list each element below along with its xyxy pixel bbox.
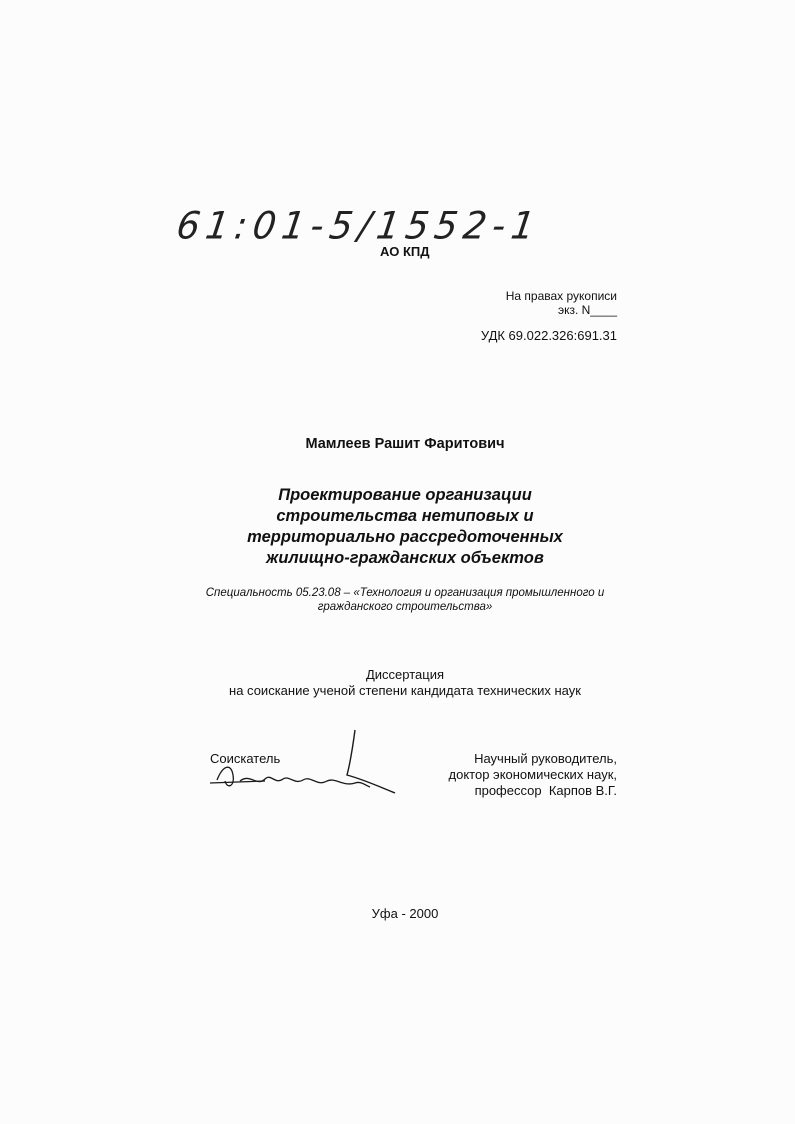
degree-line: на соискание ученой степени кандидата технических наук — [229, 683, 581, 698]
advisor-role: Научный руководитель, — [474, 751, 617, 766]
title-line: Проектирование организации — [278, 486, 532, 504]
author-name: Мамлеев Рашит Фаритович — [305, 436, 505, 452]
dissertation-label: Диссертация — [365, 667, 445, 682]
specialty-line: гражданского строительства» — [317, 601, 493, 613]
scientific-advisor — [449, 751, 617, 799]
handwritten-archive-code: 61:01-5/1552-1 — [173, 205, 544, 249]
rights-notice — [506, 289, 617, 317]
copy-number-line: экз. N____ — [557, 303, 617, 317]
signature-image — [205, 725, 405, 800]
specialty — [0, 586, 795, 614]
candidate-label: Соискатель — [210, 751, 281, 766]
title-line: жилищно-гражданских объектов — [266, 549, 544, 567]
title-line: строительства нетиповых и — [276, 507, 534, 525]
city-year: Уфа - 2000 — [371, 906, 439, 921]
udk-code: УДК 69.022.326:691.31 — [480, 328, 617, 343]
title-line: территориально рассредоточенных — [247, 528, 563, 546]
dissertation-title — [0, 485, 795, 569]
dissertation-degree — [0, 667, 795, 699]
organization: АО КПД — [380, 244, 430, 259]
advisor-name: профессор Карпов В.Г. — [474, 783, 617, 798]
specialty-line: Специальность 05.23.08 – «Технология и организация промышленного и — [205, 587, 605, 599]
rights-line: На правах рукописи — [505, 289, 617, 303]
advisor-degree: доктор экономических наук, — [448, 767, 617, 782]
